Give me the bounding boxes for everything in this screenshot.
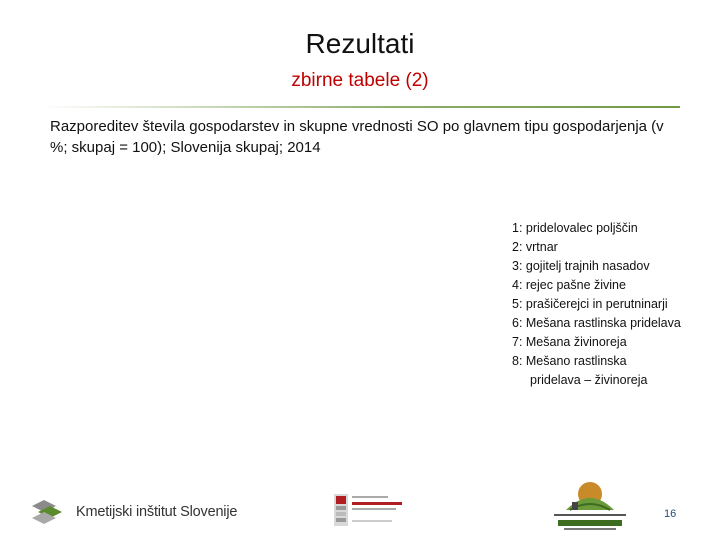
- legend-item: 5: prašičerejci in perutninarji: [512, 297, 668, 311]
- institute-logo: [30, 498, 237, 526]
- legend-item: 3: gojitelj trajnih nasadov: [512, 259, 650, 273]
- legend-item: 7: Mešana živinoreja: [512, 335, 627, 349]
- legend-item: 6: Mešana rastlinska pridelava: [512, 316, 681, 330]
- intro-text: Razporeditev števila gospodarstev in skupne vrednosti SO po glavnem tipu gospodarjenja (v %; skupaj = 100); Slovenija skupaj; 2014: [50, 118, 664, 156]
- legend-item: 2: vrtnar: [512, 240, 558, 254]
- page-number: 16: [664, 508, 677, 520]
- kis-emblem-icon: [30, 498, 70, 526]
- title-divider: [40, 106, 680, 108]
- institute-name: Kmetijski inštitut Slovenije: [76, 504, 238, 520]
- legend-item-continuation: pridelava – živinoreja: [530, 373, 648, 387]
- university-logo-icon: [334, 490, 414, 530]
- slide-subtitle: zbirne tabele (2): [291, 70, 429, 91]
- farm-network-logo-icon: [550, 480, 630, 532]
- legend-item: 1: pridelovalec poljščin: [512, 221, 638, 235]
- type-legend: [512, 219, 720, 390]
- legend-item: 8: Mešano rastlinska: [512, 354, 627, 368]
- legend-item: 4: rejec pašne živine: [512, 278, 626, 292]
- slide-title: Rezultati: [305, 28, 415, 59]
